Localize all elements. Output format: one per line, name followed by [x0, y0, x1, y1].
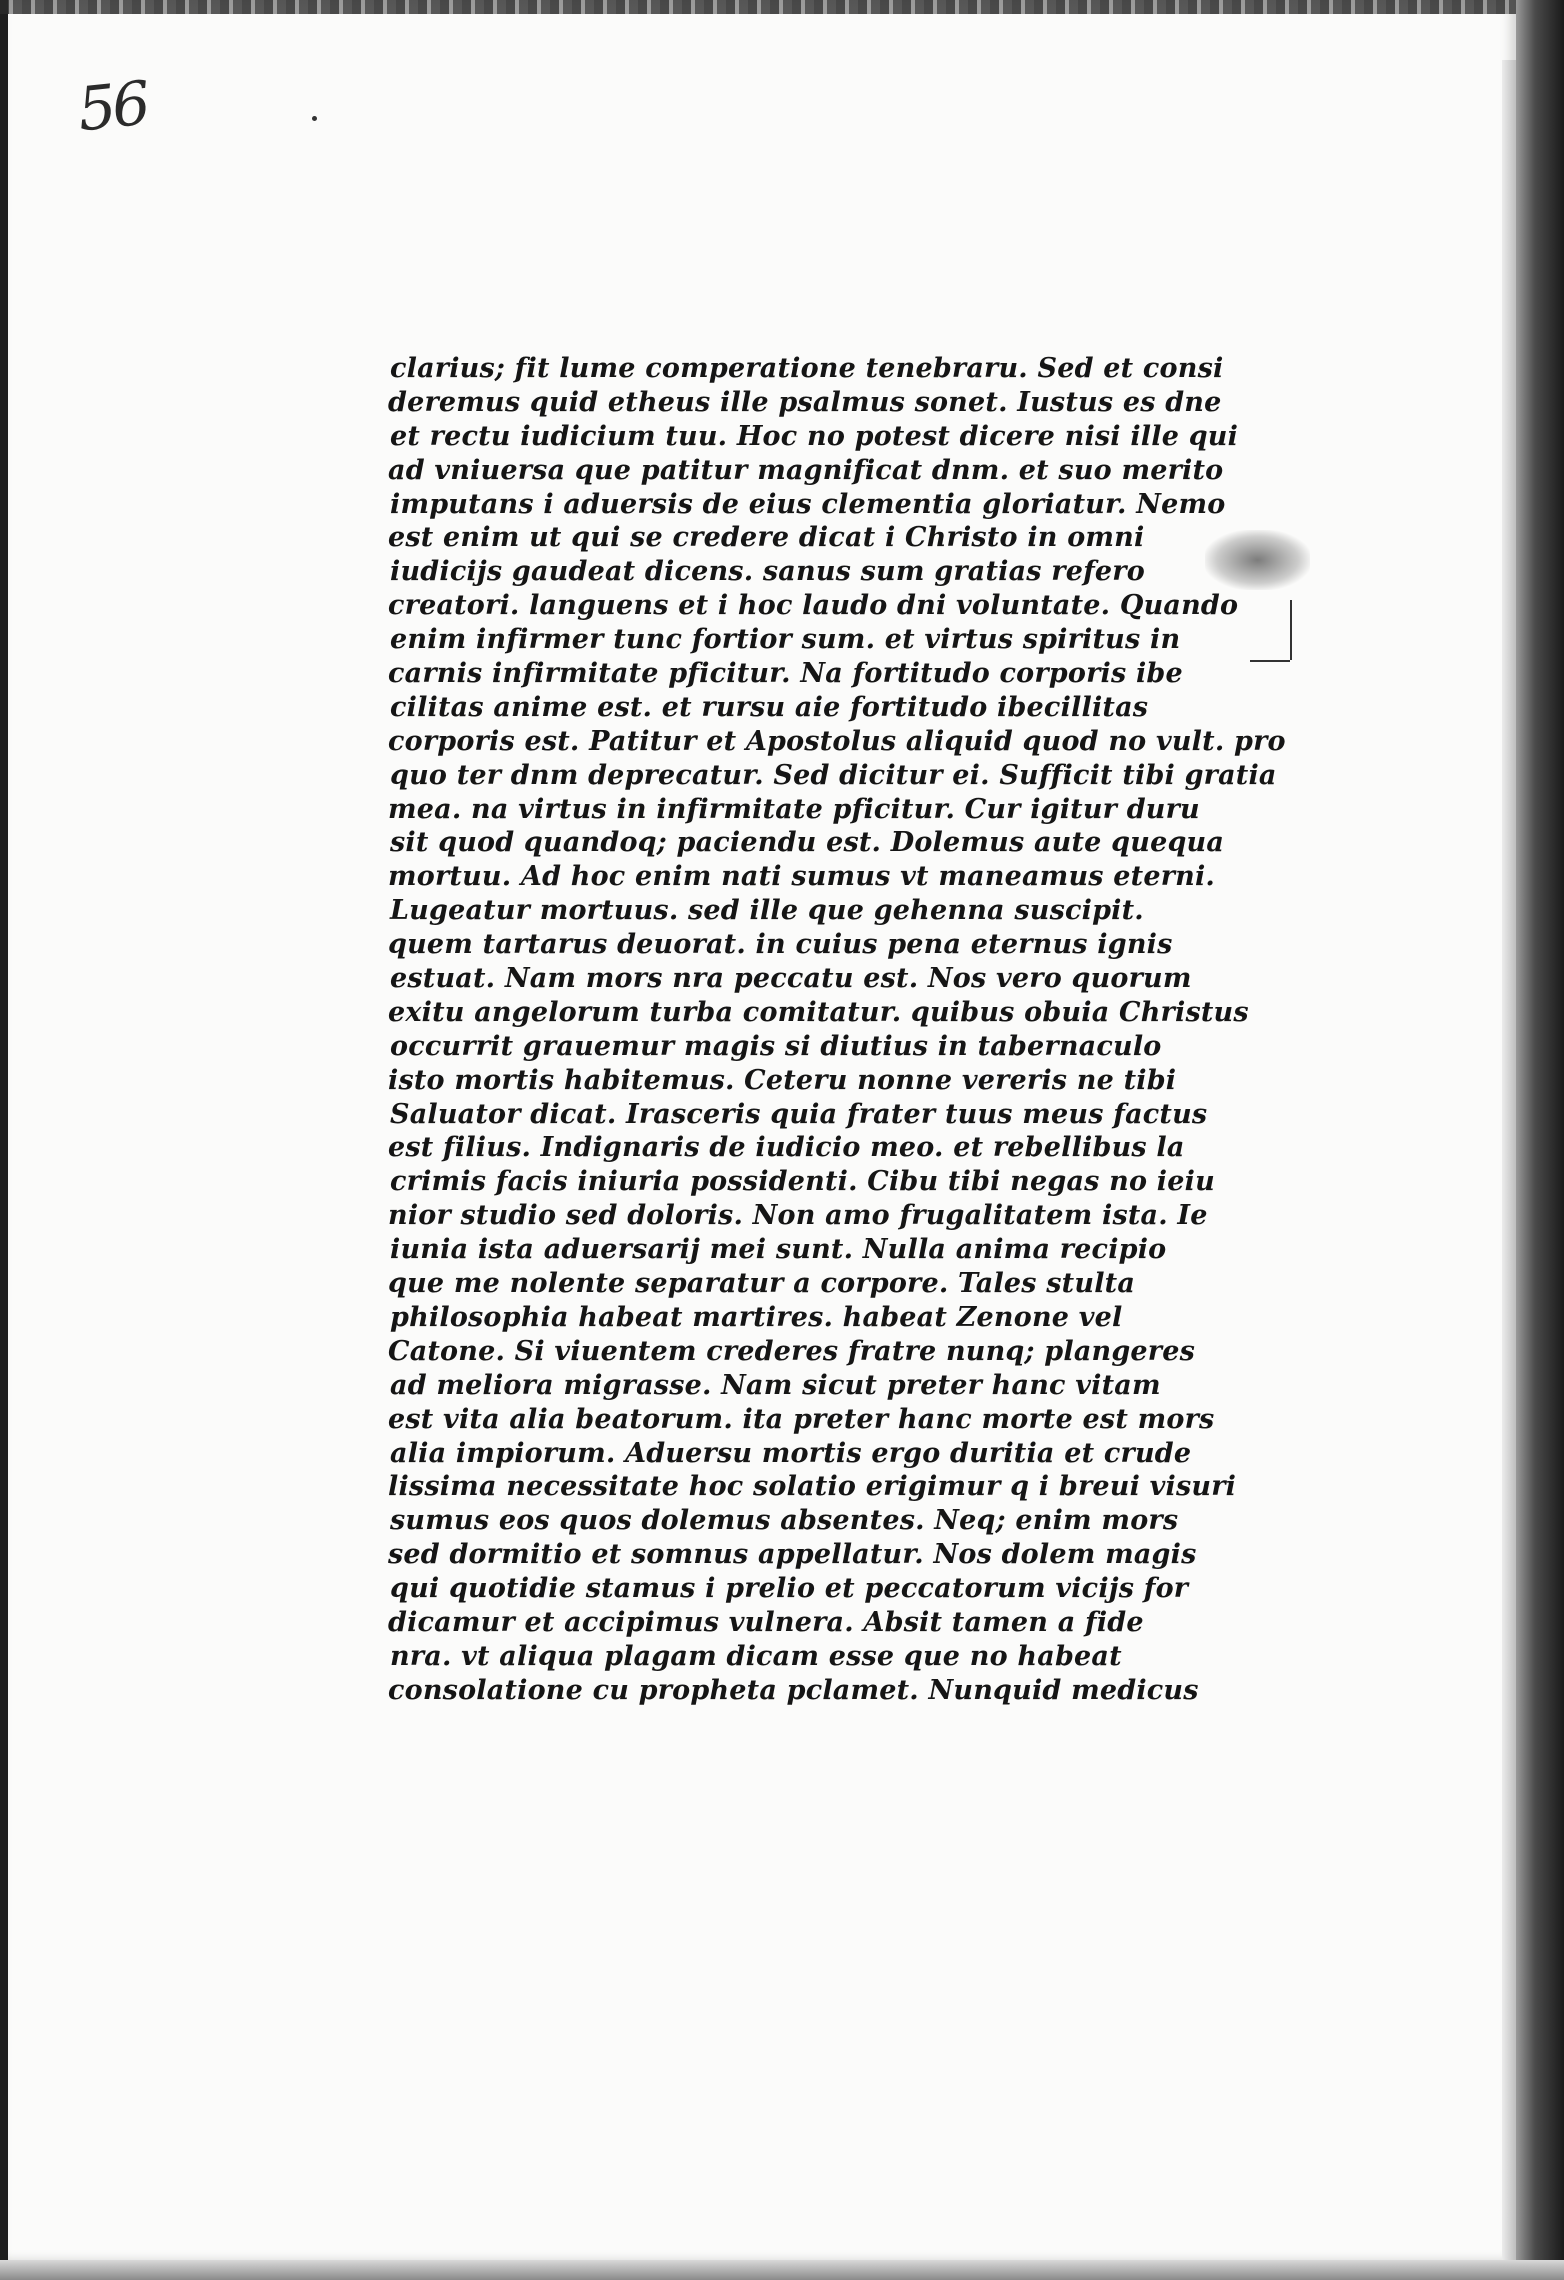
page-fold-shadow	[1502, 60, 1516, 2260]
text-line: alia impiorum. Aduersu mortis ergo duritia et crude	[390, 1437, 1192, 1469]
text-line: isto mortis habitemus. Ceteru nonne vereris ne tibi	[388, 1064, 1177, 1096]
text-line: cilitas anime est. et rursu aie fortitudo ibecillitas	[390, 691, 1149, 723]
text-line: estuat. Nam mors nra peccatu est. Nos vero quorum	[390, 963, 1192, 995]
text-line: creatori. languens et i hoc laudo dni voluntate. Quando	[388, 590, 1239, 622]
text-line: consolatione cu propheta pclamet. Nunquid medicus	[388, 1674, 1199, 1706]
text-line: est enim ut qui se credere dicat i Christo in omni	[388, 522, 1145, 554]
text-line: corporis est. Patitur et Apostolus aliquid quod no vult. pro	[388, 725, 1286, 757]
text-line: crimis facis iniuria possidenti. Cibu tibi negas no ieiu	[390, 1166, 1215, 1198]
text-line: Saluator dicat. Irasceris quia frater tuus meus factus	[390, 1098, 1208, 1130]
ink-dot	[312, 116, 317, 121]
folio-number: 56	[74, 68, 150, 146]
text-line: est filius. Indignaris de iudicio meo. et rebellibus la	[388, 1132, 1185, 1164]
text-line: iunia ista aduersarij mei sunt. Nulla anima recipio	[390, 1234, 1167, 1266]
text-line: ad vniuersa que patitur magnificat dnm. et suo merito	[388, 454, 1224, 486]
page-top-edge	[0, 0, 1564, 14]
text-line: que me nolente separatur a corpore. Tales stulta	[388, 1268, 1136, 1300]
margin-tick-mark	[1250, 660, 1290, 662]
margin-rule-mark	[1290, 600, 1292, 660]
text-line: dicamur et accipimus vulnera. Absit tamen a fide	[388, 1606, 1144, 1638]
text-line: clarius; fit lume comperatione tenebraru. Sed et consi	[390, 353, 1224, 384]
ink-smudge	[1205, 530, 1310, 590]
text-line: quem tartarus deuorat. in cuius pena eternus ignis	[388, 929, 1173, 961]
text-line: nior studio sed doloris. Non amo frugalitatem ista. Ie	[388, 1200, 1208, 1232]
text-line: nra. vt aliqua plagam dicam esse que no habeat	[390, 1640, 1122, 1672]
text-line: qui quotidie stamus i prelio et peccatorum vicijs for	[390, 1573, 1189, 1605]
text-line: sed dormitio et somnus appellatur. Nos dolem magis	[388, 1539, 1197, 1571]
text-line: mea. na virtus in infirmitate pficitur. Cur igitur duru	[388, 793, 1200, 825]
text-line: deremus quid etheus ille psalmus sonet. Iustus es dne	[388, 386, 1222, 418]
text-line: exitu angelorum turba comitatur. quibus obuia Christus	[388, 996, 1249, 1028]
text-line: Catone. Si viuentem crederes fratre nunq; plangeres	[388, 1335, 1196, 1367]
text-line: enim infirmer tunc fortior sum. et virtus spiritus in	[390, 624, 1181, 656]
text-line: imputans i aduersis de eius clementia gloriatur. Nemo	[390, 488, 1226, 520]
text-line: iudicijs gaudeat dicens. sanus sum gratias refero	[390, 556, 1145, 588]
text-line: est vita alia beatorum. ita preter hanc morte est mors	[388, 1403, 1215, 1435]
text-line: occurrit grauemur magis si diutius in tabernaculo	[390, 1030, 1162, 1062]
text-line: carnis infirmitate pficitur. Na fortitudo corporis ibe	[388, 658, 1183, 690]
text-line: quo ter dnm deprecatur. Sed dicitur ei. Sufficit tibi gratia	[390, 759, 1277, 791]
text-line: ad meliora migrasse. Nam sicut preter hanc vitam	[390, 1369, 1161, 1401]
text-line: lissima necessitate hoc solatio erigimur q i breui visuri	[388, 1471, 1237, 1503]
book-gutter	[1516, 0, 1564, 2280]
text-line: Lugeatur mortuus. sed ille que gehenna suscipit.	[390, 895, 1144, 927]
text-line: sit quod quandoq; paciendu est. Dolemus aute quequa	[390, 827, 1225, 859]
text-line: mortuu. Ad hoc enim nati sumus vt maneamus eterni.	[388, 861, 1216, 893]
text-line: philosophia habeat martires. habeat Zenone vel	[390, 1301, 1123, 1333]
page-bottom-edge	[0, 2260, 1564, 2280]
text-line: sumus eos quos dolemus absentes. Neq; enim mors	[390, 1505, 1179, 1537]
text-line: et rectu iudicium tuu. Hoc no potest dicere nisi ille qui	[390, 420, 1239, 452]
